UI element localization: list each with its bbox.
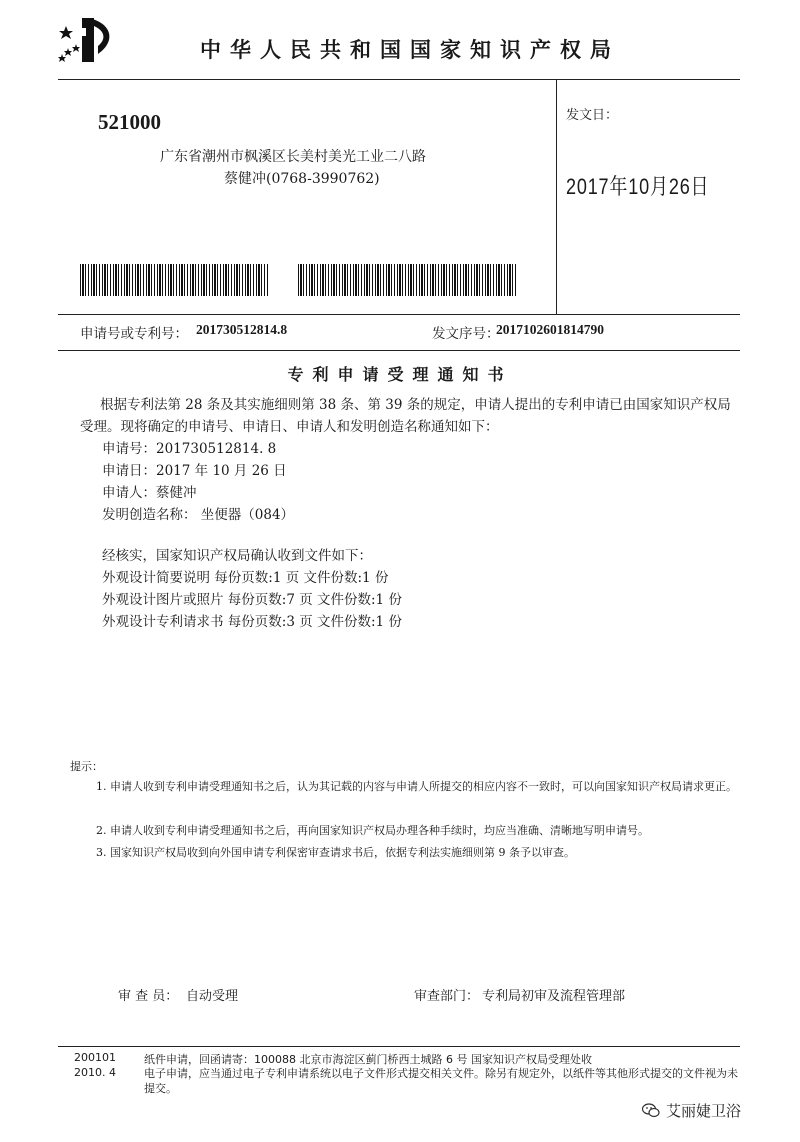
field-app-date: 申请日：2017 年 10 月 26 日 xyxy=(102,463,287,479)
file-item: 外观设计专利请求书 每份页数:3 页 文件份数:1 份 xyxy=(102,614,402,630)
paper-instructions: 纸件申请，回函请寄：100088 北京市海淀区蓟门桥西土城路 6 号 国家知识产权局受理处收 xyxy=(144,1053,592,1066)
send-date-label: 发文日： xyxy=(566,108,619,123)
address-divider xyxy=(556,80,557,314)
file-item: 外观设计图片或照片 每份页数:7 页 文件份数:1 份 xyxy=(102,592,402,608)
wechat-icon xyxy=(642,1103,660,1118)
send-no-label: 发文序号： xyxy=(432,326,500,342)
dept-label: 审查部门： xyxy=(414,989,480,1004)
field-applicant: 申请人：蔡健冲 xyxy=(102,485,197,501)
footer-divider xyxy=(58,1046,740,1047)
org-name: 中华人民共和国国家知识产权局 xyxy=(200,38,620,62)
note-item: 1. 申请人收到专利申请受理通知书之后，认为其记载的内容与申请人所提交的相应内容不一致时，可以向国家知识产权局请求更正。 xyxy=(96,780,737,793)
electronic-instructions: 电子申请，应当通过电子专利申请系统以电子文件形式提交相关文件。除另有规定外，以纸件等其他形式提交的文件视为未提交。 xyxy=(144,1067,738,1095)
recipient-address: 广东省潮州市枫溪区长美村美光工业二八路 xyxy=(160,149,426,165)
form-code: 200101 xyxy=(74,1051,116,1064)
header-divider xyxy=(58,79,740,80)
postcode: 521000 xyxy=(98,110,161,134)
examiner-label: 审 查 员： xyxy=(118,989,179,1004)
barcode xyxy=(298,264,518,296)
document-title: 专利申请受理通知书 xyxy=(287,365,513,384)
notes-heading: 提示： xyxy=(70,760,103,773)
examiner: 自动受理 xyxy=(186,989,239,1004)
form-version: 2010. 4 xyxy=(74,1066,116,1079)
barcode-divider xyxy=(58,314,740,315)
app-no: 201730512814.8 xyxy=(196,322,288,337)
numbers-divider xyxy=(58,350,740,351)
watermark-text: 艾丽婕卫浴 xyxy=(666,1102,742,1120)
app-no-label: 申请号或专利号： xyxy=(80,326,188,342)
field-app-no: 申请号：201730512814. 8 xyxy=(102,441,277,457)
watermark xyxy=(642,1100,741,1121)
send-no: 2017102601814790 xyxy=(496,322,604,337)
intro-paragraph: 根据专利法第 28 条及其实施细则第 38 条、第 39 条的规定，申请人提出的专利申请已由国家知识产权局受理。现将确定的申请号、申请日、申请人和发明创造名称通知如下： xyxy=(80,397,731,435)
confirm-text: 经核实，国家知识产权局确认收到文件如下： xyxy=(102,548,372,564)
note-item: 3. 国家知识产权局收到向外国申请专利保密审查请求书后，依据专利法实施细则第 9 条予以审查。 xyxy=(96,846,575,859)
recipient-contact: 蔡健冲(0768-3990762) xyxy=(224,171,380,187)
file-item: 外观设计简要说明 每份页数:1 页 文件份数:1 份 xyxy=(102,570,389,586)
dept: 专利局初审及流程管理部 xyxy=(482,989,626,1004)
note-item: 2. 申请人收到专利申请受理通知书之后，再向国家知识产权局办理各种手续时，均应当准确、清晰地写明申请号。 xyxy=(96,824,649,837)
cnipa-logo xyxy=(58,14,120,66)
barcode xyxy=(80,264,268,296)
send-date-stamp: 2017年10月26日 xyxy=(566,174,710,199)
field-invention-name: 发明创造名称： 坐便器（084） xyxy=(102,507,295,523)
